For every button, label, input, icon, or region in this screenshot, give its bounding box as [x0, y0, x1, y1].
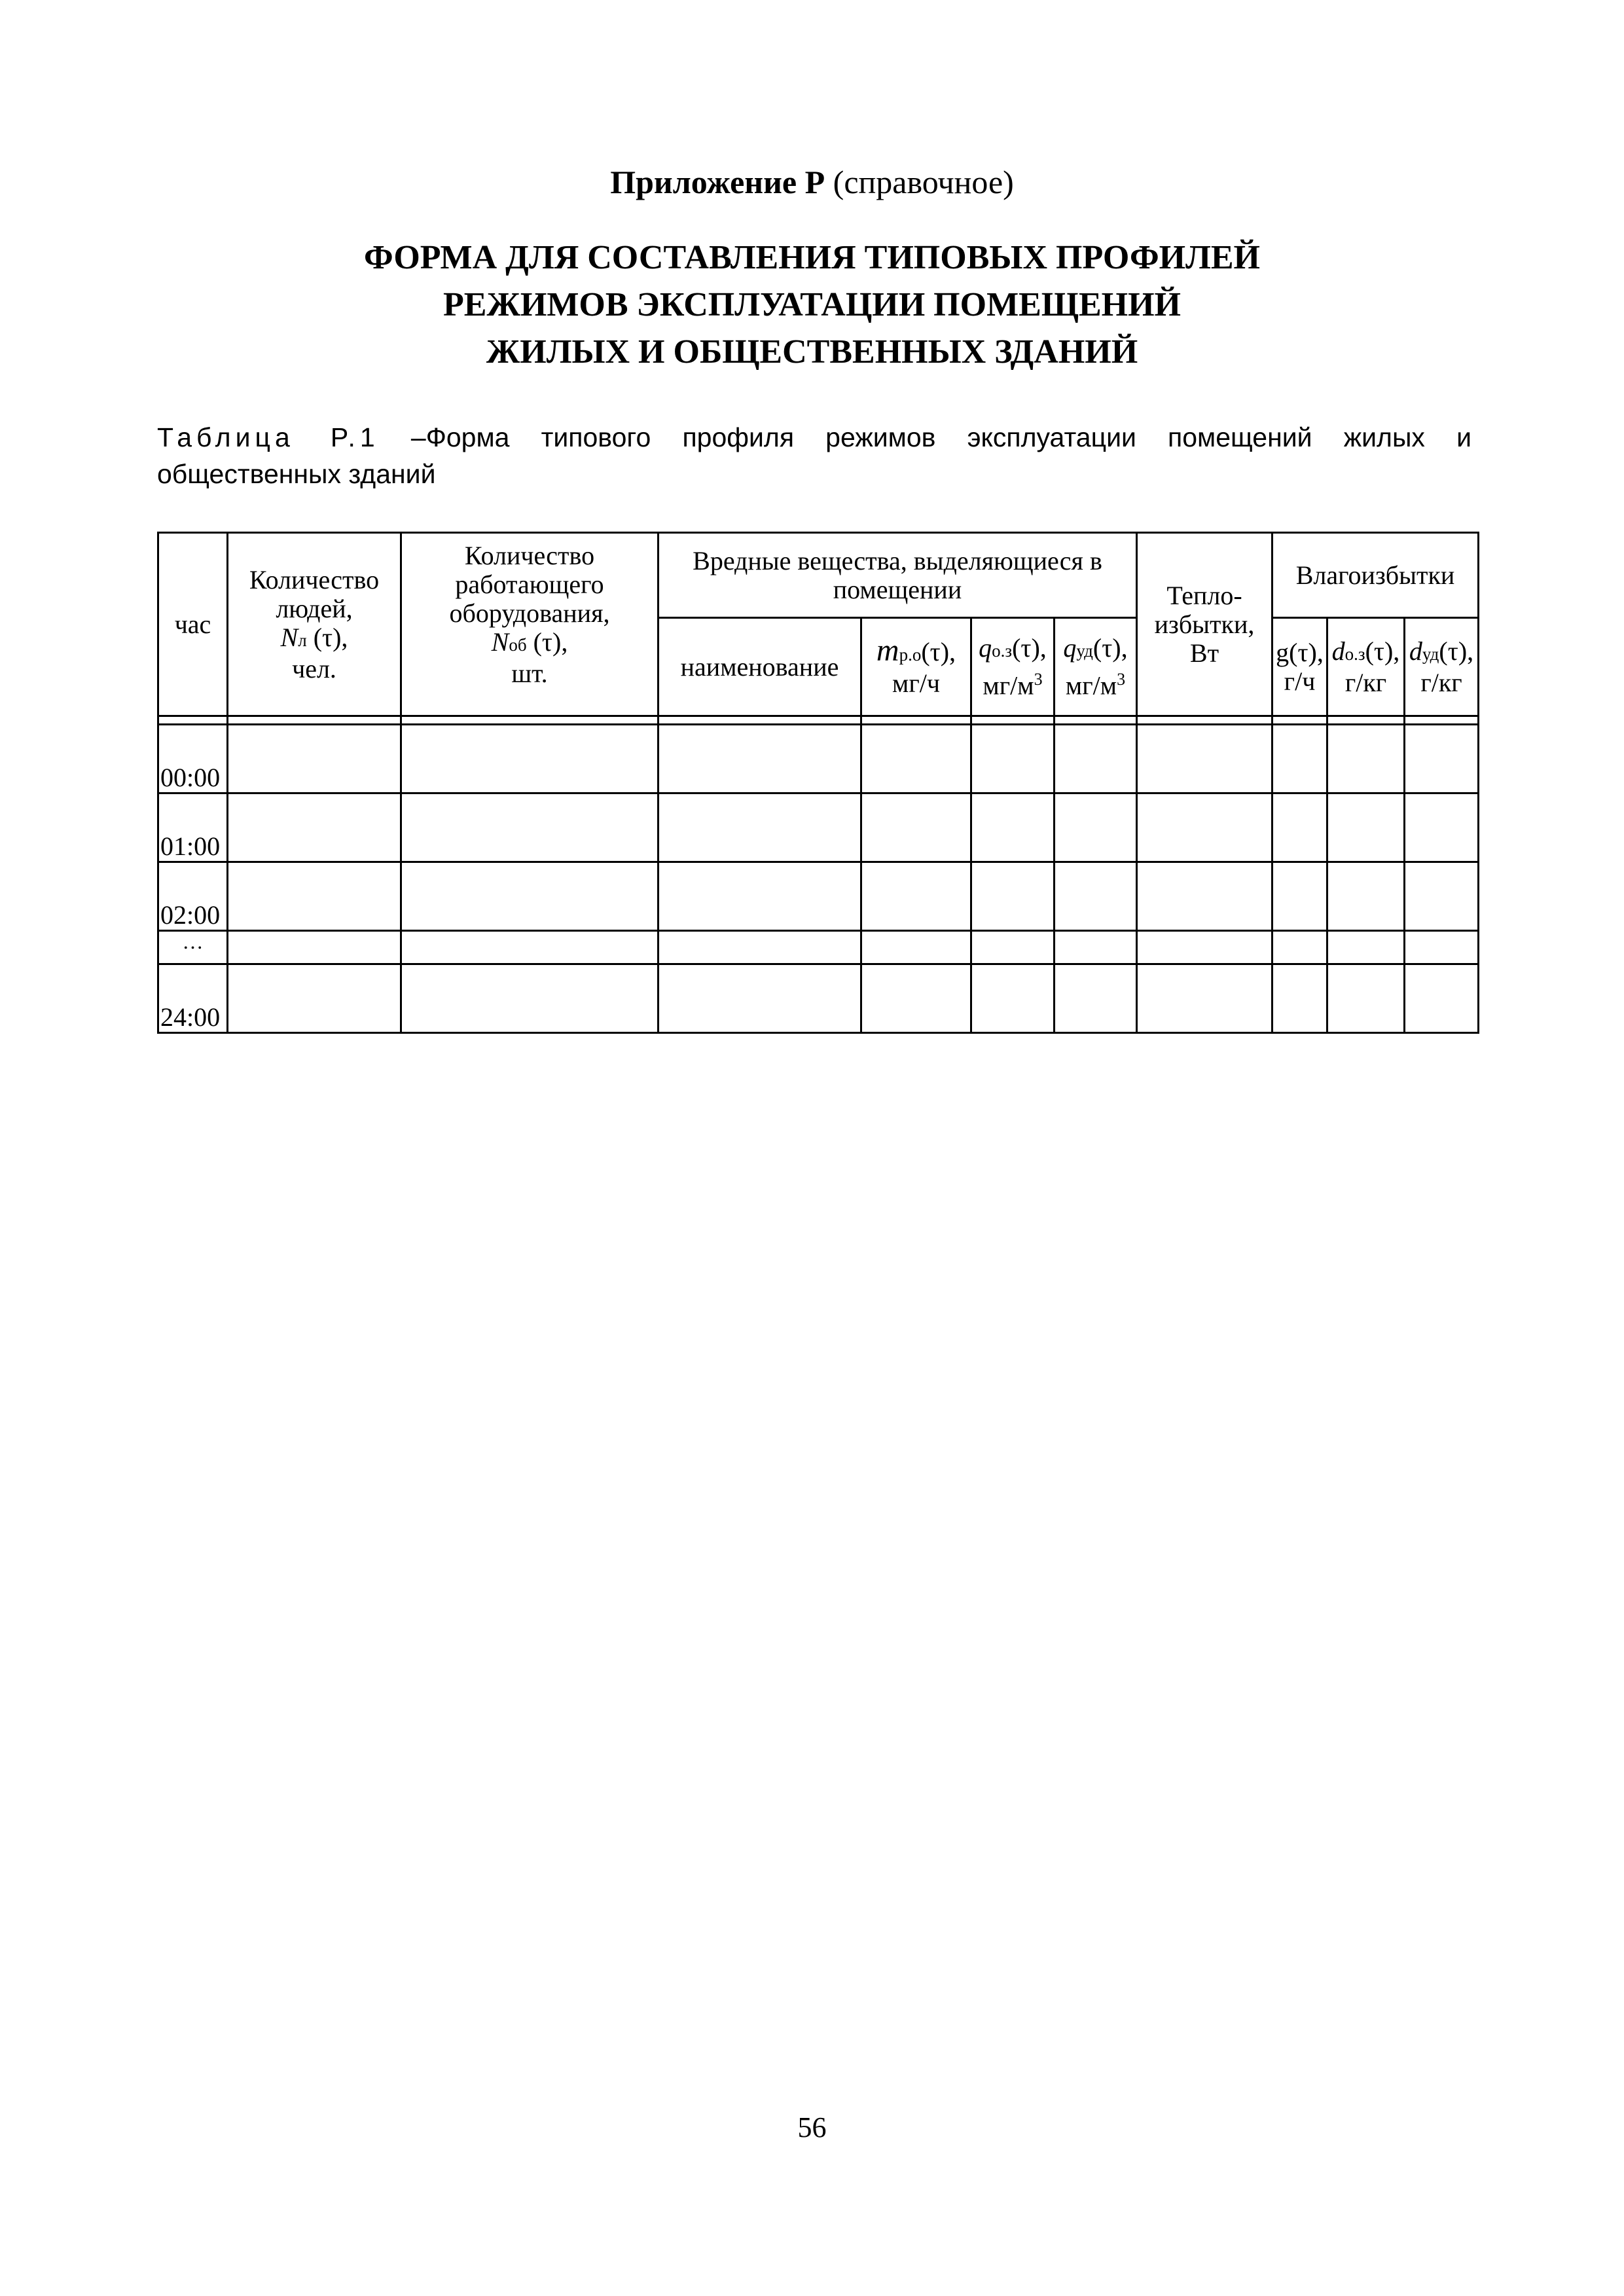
header-q-ud-sub: уд	[1076, 640, 1093, 661]
input-cell[interactable]	[1272, 862, 1327, 931]
input-cell[interactable]	[228, 862, 401, 931]
header-m-arg: (τ),	[921, 636, 956, 666]
input-cell[interactable]	[1055, 964, 1137, 1033]
header-d-oz-arg: (τ),	[1365, 636, 1400, 666]
header-people-sub: л	[298, 630, 307, 650]
header-heat-label: Тепло-	[1166, 580, 1242, 610]
header-m-unit: мг/ч	[892, 668, 940, 698]
header-g-arg: (τ),	[1289, 637, 1324, 667]
header-equipment-label: работающего	[455, 570, 604, 599]
header-equipment	[401, 533, 659, 716]
input-cell[interactable]	[401, 793, 659, 862]
header-people-arg: (τ),	[313, 622, 348, 652]
header-equipment-arg: (τ),	[533, 627, 568, 657]
main-title-line: ФОРМА ДЛЯ СОСТАВЛЕНИЯ ТИПОВЫХ ПРОФИЛЕЙ	[364, 239, 1260, 276]
header-heat	[1137, 533, 1272, 716]
header-moisture-group-label: Влагоизбытки	[1295, 560, 1455, 590]
input-cell[interactable]	[861, 862, 971, 931]
header-d-oz-sub: о.з	[1344, 644, 1365, 664]
input-cell[interactable]	[401, 725, 659, 793]
input-cell[interactable]	[1055, 862, 1137, 931]
header-heat-label: избытки,	[1154, 609, 1255, 639]
header-q-ud-arg: (τ),	[1092, 632, 1128, 663]
appendix-title	[0, 156, 1624, 208]
header-heat-unit: Вт	[1189, 638, 1219, 668]
header-harmful-q-ud	[1055, 618, 1137, 716]
input-cell[interactable]	[971, 725, 1055, 793]
input-cell[interactable]	[228, 793, 401, 862]
main-title-line: ЖИЛЫХ И ОБЩЕСТВЕННЫХ ЗДАНИЙ	[486, 333, 1138, 371]
input-cell[interactable]	[1272, 964, 1327, 1033]
input-cell[interactable]	[1405, 793, 1479, 862]
header-people-symbol: N	[280, 622, 298, 652]
header-q-ud-symbol: q	[1063, 632, 1077, 663]
input-cell[interactable]	[1055, 931, 1137, 964]
header-harmful-group	[659, 533, 1137, 618]
input-cell[interactable]	[401, 931, 659, 964]
appendix-title-note: (справочное)	[833, 164, 1014, 200]
input-cell[interactable]	[1272, 725, 1327, 793]
input-cell[interactable]	[1137, 862, 1272, 931]
header-people-unit: чел.	[292, 653, 336, 683]
input-cell[interactable]	[1405, 862, 1479, 931]
input-cell[interactable]	[1137, 931, 1272, 964]
input-cell[interactable]	[401, 862, 659, 931]
main-title-line: РЕЖИМОВ ЭКСПЛУАТАЦИИ ПОМЕЩЕНИЙ	[443, 286, 1181, 323]
hour-cell-ellipsis: …	[158, 931, 228, 964]
input-cell[interactable]	[1055, 725, 1137, 793]
hour-cell: 01:00	[158, 793, 228, 862]
header-q-oz-symbol: q	[979, 632, 992, 663]
header-q-ud-unit: мг/м	[1065, 670, 1117, 701]
table-caption-text: Форма типового профиля режимов эксплуатации помещений жилых и	[425, 422, 1471, 452]
table-row	[158, 964, 1479, 1033]
header-m-symbol: m	[876, 632, 899, 668]
input-cell[interactable]	[228, 725, 401, 793]
input-cell[interactable]	[228, 931, 401, 964]
input-cell[interactable]	[1327, 725, 1405, 793]
page-number: 56	[797, 2111, 827, 2143]
table-row	[158, 793, 1479, 862]
header-g-symbol: g	[1276, 637, 1290, 667]
main-title	[0, 234, 1624, 376]
header-harmful-q-oz	[971, 618, 1055, 716]
table-caption-line: общественных зданий	[157, 459, 436, 489]
input-cell[interactable]	[861, 725, 971, 793]
input-cell[interactable]	[659, 964, 861, 1033]
table-caption-line	[157, 419, 1471, 456]
input-cell[interactable]	[1137, 793, 1272, 862]
header-q-oz-arg: (τ),	[1012, 632, 1047, 663]
input-cell[interactable]	[971, 931, 1055, 964]
input-cell[interactable]	[1137, 725, 1272, 793]
header-m-sub: р.о	[899, 644, 922, 665]
header-q-ud-sup: 3	[1117, 669, 1126, 689]
input-cell[interactable]	[228, 964, 401, 1033]
hour-cell: 02:00	[158, 862, 228, 931]
header-people-label: Количество людей,	[249, 564, 380, 623]
input-cell[interactable]	[971, 862, 1055, 931]
input-cell[interactable]	[1327, 931, 1405, 964]
input-cell[interactable]	[971, 793, 1055, 862]
input-cell[interactable]	[1327, 964, 1405, 1033]
profile-form-table	[157, 532, 1479, 1034]
input-cell[interactable]	[861, 964, 971, 1033]
input-cell[interactable]	[1405, 725, 1479, 793]
input-cell[interactable]	[1137, 964, 1272, 1033]
appendix-title-bold: Приложение Р	[610, 164, 825, 200]
header-harmful-name-label: наименование	[680, 651, 839, 682]
header-moisture-g	[1272, 618, 1327, 716]
header-separator-row	[158, 716, 1479, 725]
header-harmful-name	[659, 618, 861, 716]
hour-cell: 00:00	[158, 725, 228, 793]
header-d-ud-arg: (τ),	[1439, 636, 1474, 666]
input-cell[interactable]	[659, 862, 861, 931]
header-equipment-symbol: N	[491, 627, 509, 657]
table-caption-label: Таблица Р.1	[157, 422, 380, 452]
header-q-oz-unit: мг/м	[983, 670, 1034, 701]
input-cell[interactable]	[401, 964, 659, 1033]
header-moisture-d-oz	[1327, 618, 1405, 716]
input-cell[interactable]	[1055, 793, 1137, 862]
table-row	[158, 931, 1479, 964]
header-hour-label: час	[174, 609, 211, 639]
header-hour	[158, 533, 228, 716]
header-q-oz-sub: о.з	[992, 640, 1013, 661]
table-caption	[157, 419, 1471, 492]
header-equipment-unit: шт.	[511, 659, 548, 688]
input-cell[interactable]	[861, 931, 971, 964]
input-cell[interactable]	[1272, 931, 1327, 964]
input-cell[interactable]	[659, 793, 861, 862]
header-q-oz-sup: 3	[1034, 669, 1043, 689]
input-cell[interactable]	[971, 964, 1055, 1033]
input-cell[interactable]	[1272, 793, 1327, 862]
hour-cell: 24:00	[158, 964, 228, 1033]
input-cell[interactable]	[1327, 862, 1405, 931]
input-cell[interactable]	[1405, 931, 1479, 964]
header-d-ud-unit: г/кг	[1420, 667, 1462, 697]
input-cell[interactable]	[659, 931, 861, 964]
table-row	[158, 862, 1479, 931]
table-caption-dash: –	[410, 422, 426, 452]
header-d-ud-sub: уд	[1422, 644, 1439, 664]
header-d-ud-symbol: d	[1409, 636, 1422, 666]
input-cell[interactable]	[1405, 964, 1479, 1033]
input-cell[interactable]	[659, 725, 861, 793]
header-g-unit: г/ч	[1284, 666, 1316, 696]
header-people	[228, 533, 401, 716]
header-equipment-sub: об	[509, 635, 527, 655]
header-moisture-d-ud	[1405, 618, 1479, 716]
header-equipment-label: Количество	[464, 541, 595, 570]
header-d-oz-unit: г/кг	[1344, 667, 1387, 697]
header-equipment-label: оборудования,	[449, 598, 610, 628]
header-harmful-m	[861, 618, 971, 716]
input-cell[interactable]	[1327, 793, 1405, 862]
header-d-oz-symbol: d	[1331, 636, 1345, 666]
input-cell[interactable]	[861, 793, 971, 862]
table-row	[158, 725, 1479, 793]
header-moisture-group	[1272, 533, 1479, 618]
header-harmful-group-label: Вредные вещества, выделяющиеся в помещении	[693, 545, 1102, 604]
